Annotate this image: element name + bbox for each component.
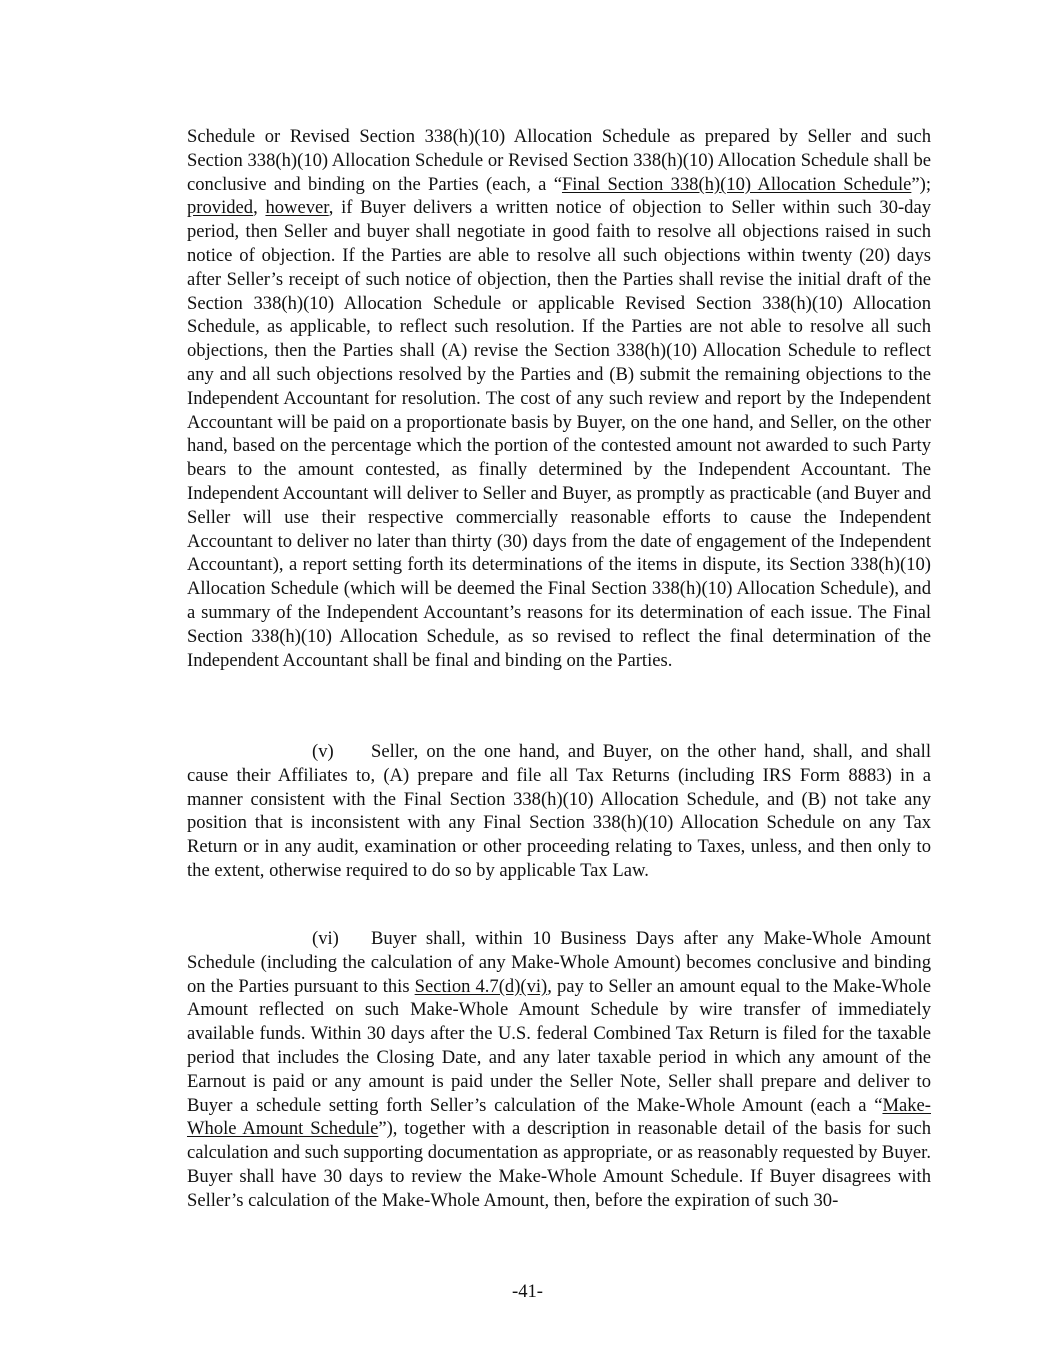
page-number: -41- [512,1281,543,1302]
paragraph-text: Seller, on the one hand, and Buyer, on the other hand, shall, and shall cause their Affiliates to, (A) prepare and file all Tax Returns (including IRS Form 8883) in a manner consistent with the Final Section 338(h)(10) Allocation Schedule, and (B) not take any position that is inconsistent with any Final Section 338(h)(10) Allocation Schedule on any Tax Return or in any audit, examination or other proceeding relating to Taxes, unless, and then only to the extent, otherwise required to do so by applicable Tax Law. [187,741,931,881]
paragraph-text: , pay to Seller an amount equal to the Make-Whole Amount reflected on such Make-Whole Amount Schedule by wire transfer of immediately available funds. Within 30 days after the U.S. federal Combined Tax Return is filed for the taxable period that includes the Closing Date, and any later taxable period in which any amount of the Earnout is paid or any amount is paid under the Seller Note, Seller shall prepare and deliver to Buyer a schedule setting forth Seller’s calculation of the Make-Whole Amount (each a “ [187,975,931,1116]
provided-term: provided [187,197,254,219]
paragraph-v [187,740,931,883]
defined-term-make-whole-schedule: Make-Whole Amount Schedule [187,1094,931,1140]
section-reference: Section 4.7(d)(vi) [414,975,548,997]
paragraph-text: ”), together with a description in reasonable detail of the basis for such calculation and such supporting documentation as appropriate, or as reasonably requested by Buyer. Buyer shall have 30 days to review the Make-Whole Amount Schedule. If Buyer disagrees with Seller’s calculation of the Make-Whole Amount, then, before the expiration of such 30- [187,1118,931,1211]
paragraph-text: Buyer shall, within 10 Business Days after any Make-Whole Amount Schedule (including the calculation of any Make-Whole Amount) becomes conclusive and binding on the Parties pursuant to this [187,928,931,997]
paragraph-vi [187,927,931,1213]
defined-term-final-allocation-schedule: Final Section 338(h)(10) Allocation Schedule [561,173,912,195]
clause-number: (v) [312,741,334,762]
clause-number: (vi) [312,928,339,949]
paragraph-text: ”); [911,173,931,195]
however-term: however [265,197,329,219]
paragraph-text: , [253,197,266,219]
paragraph-text: Schedule or Revised Section 338(h)(10) Allocation Schedule as prepared by Seller and such Section 338(h)(10) Allocation Schedule or Revised Section 338(h)(10) Allocation Schedule shall be conclusive and binding on the Parties (each, a “ [187,126,931,195]
paragraph-text: , if Buyer delivers a written notice of objection to Seller within such 30-day period, then Seller and buyer shall negotiate in good faith to resolve all objections raised in such notice of objection. If the Parties are able to resolve all such objections within twenty (20) days after Seller’s receipt of such notice of objection, then the Parties shall revise the initial draft of the Section 338(h)(10) Allocation Schedule or applicable Revised Section 338(h)(10) Allocation Schedule, as applicable, to reflect such resolution. If the Parties are not able to resolve all such objections, then the Parties shall (A) revise the Section 338(h)(10) Allocation Schedule to reflect any and all such objections resolved by the Parties and (B) submit the remaining objections to the Independent Accountant for resolution. The cost of any such review and report by the Independent Accountant will be paid on a proportionate basis by Buyer, on the one hand, and Seller, on the other hand, based on the percentage which the portion of the contested amount not awarded to such Party bears to the amount contested, as finally determined by the Independent Accountant. The Independent Accountant will deliver to Seller and Buyer, as promptly as practicable (and Buyer and Seller will use their respective commercially reasonable efforts to cause the Independent Accountant to deliver no later than thirty (30) days from the date of engagement of the Independent Accountant), a report setting forth its determinations of the items in dispute, its Section 338(h)(10) Allocation Schedule (which will be deemed the Final Section 338(h)(10) Allocation Schedule), and a summary of the Independent Accountant’s reasons for its determination of each issue. The Final Section 338(h)(10) Allocation Schedule, as so revised to reflect the final determination of the Independent Accountant shall be final and binding on the Parties. [187,197,932,671]
paragraph-allocation-schedule [187,125,931,672]
